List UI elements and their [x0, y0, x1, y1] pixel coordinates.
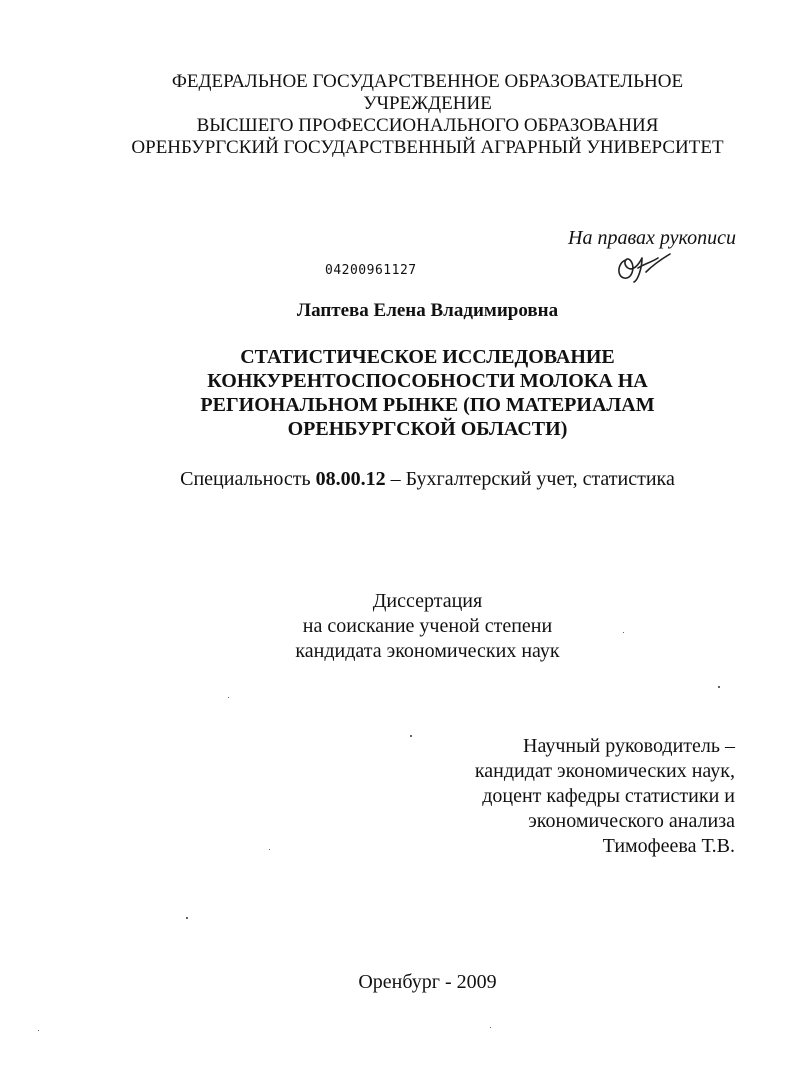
- document-registration-number: 04200961127: [325, 263, 417, 278]
- institution-line-3: ВЫСШЕГО ПРОФЕССИОНАЛЬНОГО ОБРАЗОВАНИЯ: [196, 115, 659, 136]
- supervisor-line-3: доцент кафедры статистики и: [482, 785, 735, 807]
- city-and-year: Оренбург - 2009: [358, 971, 497, 993]
- supervisor-line-2: кандидат экономических наук,: [474, 760, 735, 782]
- degree-line-1: Диссертация: [372, 590, 483, 612]
- supervisor-line-4: экономического анализа: [528, 810, 735, 832]
- title-line-2: КОНКУРЕНТОСПОСОБНОСТИ МОЛОКА НА: [207, 370, 648, 392]
- scan-speck: [718, 686, 720, 688]
- scan-speck: [186, 917, 188, 919]
- institution-line-1: ФЕДЕРАЛЬНОЕ ГОСУДАРСТВЕННОЕ ОБРАЗОВАТЕЛЬНОЕ: [171, 71, 684, 92]
- degree-line-2: на соискание ученой степени: [302, 615, 553, 637]
- supervisor-line-1: Научный руководитель –: [523, 735, 735, 757]
- supervisor-name: Тимофеева Т.В.: [602, 835, 735, 857]
- scan-speck: [38, 1030, 39, 1031]
- institution-line-4: ОРЕНБУРГСКИЙ ГОСУДАРСТВЕННЫЙ АГРАРНЫЙ УНИВЕРСИТЕТ: [131, 137, 724, 158]
- institution-line-2: УЧРЕЖДЕНИЕ: [363, 93, 492, 114]
- manuscript-rights-note: На правах рукописи: [568, 227, 736, 249]
- specialty-prefix: Специальность: [180, 468, 311, 490]
- handwritten-signature: [612, 246, 674, 284]
- specialty-name: – Бухгалтерский учет, статистика: [390, 468, 675, 490]
- scan-speck: [410, 735, 412, 737]
- scientific-supervisor: [380, 734, 735, 859]
- title-line-4: ОРЕНБУРГСКОЙ ОБЛАСТИ): [287, 418, 568, 440]
- scan-speck: [269, 849, 270, 850]
- title-line-1: СТАТИСТИЧЕСКОЕ ИССЛЕДОВАНИЕ: [240, 346, 615, 368]
- degree-line-3: кандидата экономических наук: [295, 640, 560, 662]
- specialty-code: 08.00.12: [315, 468, 386, 490]
- institution-header: [60, 71, 795, 159]
- scan-speck: [623, 632, 624, 633]
- degree-statement: [60, 589, 795, 664]
- author-name: Лаптева Елена Владимировна: [296, 300, 559, 321]
- scan-speck: [490, 1027, 491, 1028]
- dissertation-title: [60, 345, 795, 441]
- specialty-line: [60, 467, 795, 491]
- scan-speck: [228, 697, 229, 698]
- title-line-3: РЕГИОНАЛЬНОМ РЫНКЕ (ПО МАТЕРИАЛАМ: [200, 394, 655, 416]
